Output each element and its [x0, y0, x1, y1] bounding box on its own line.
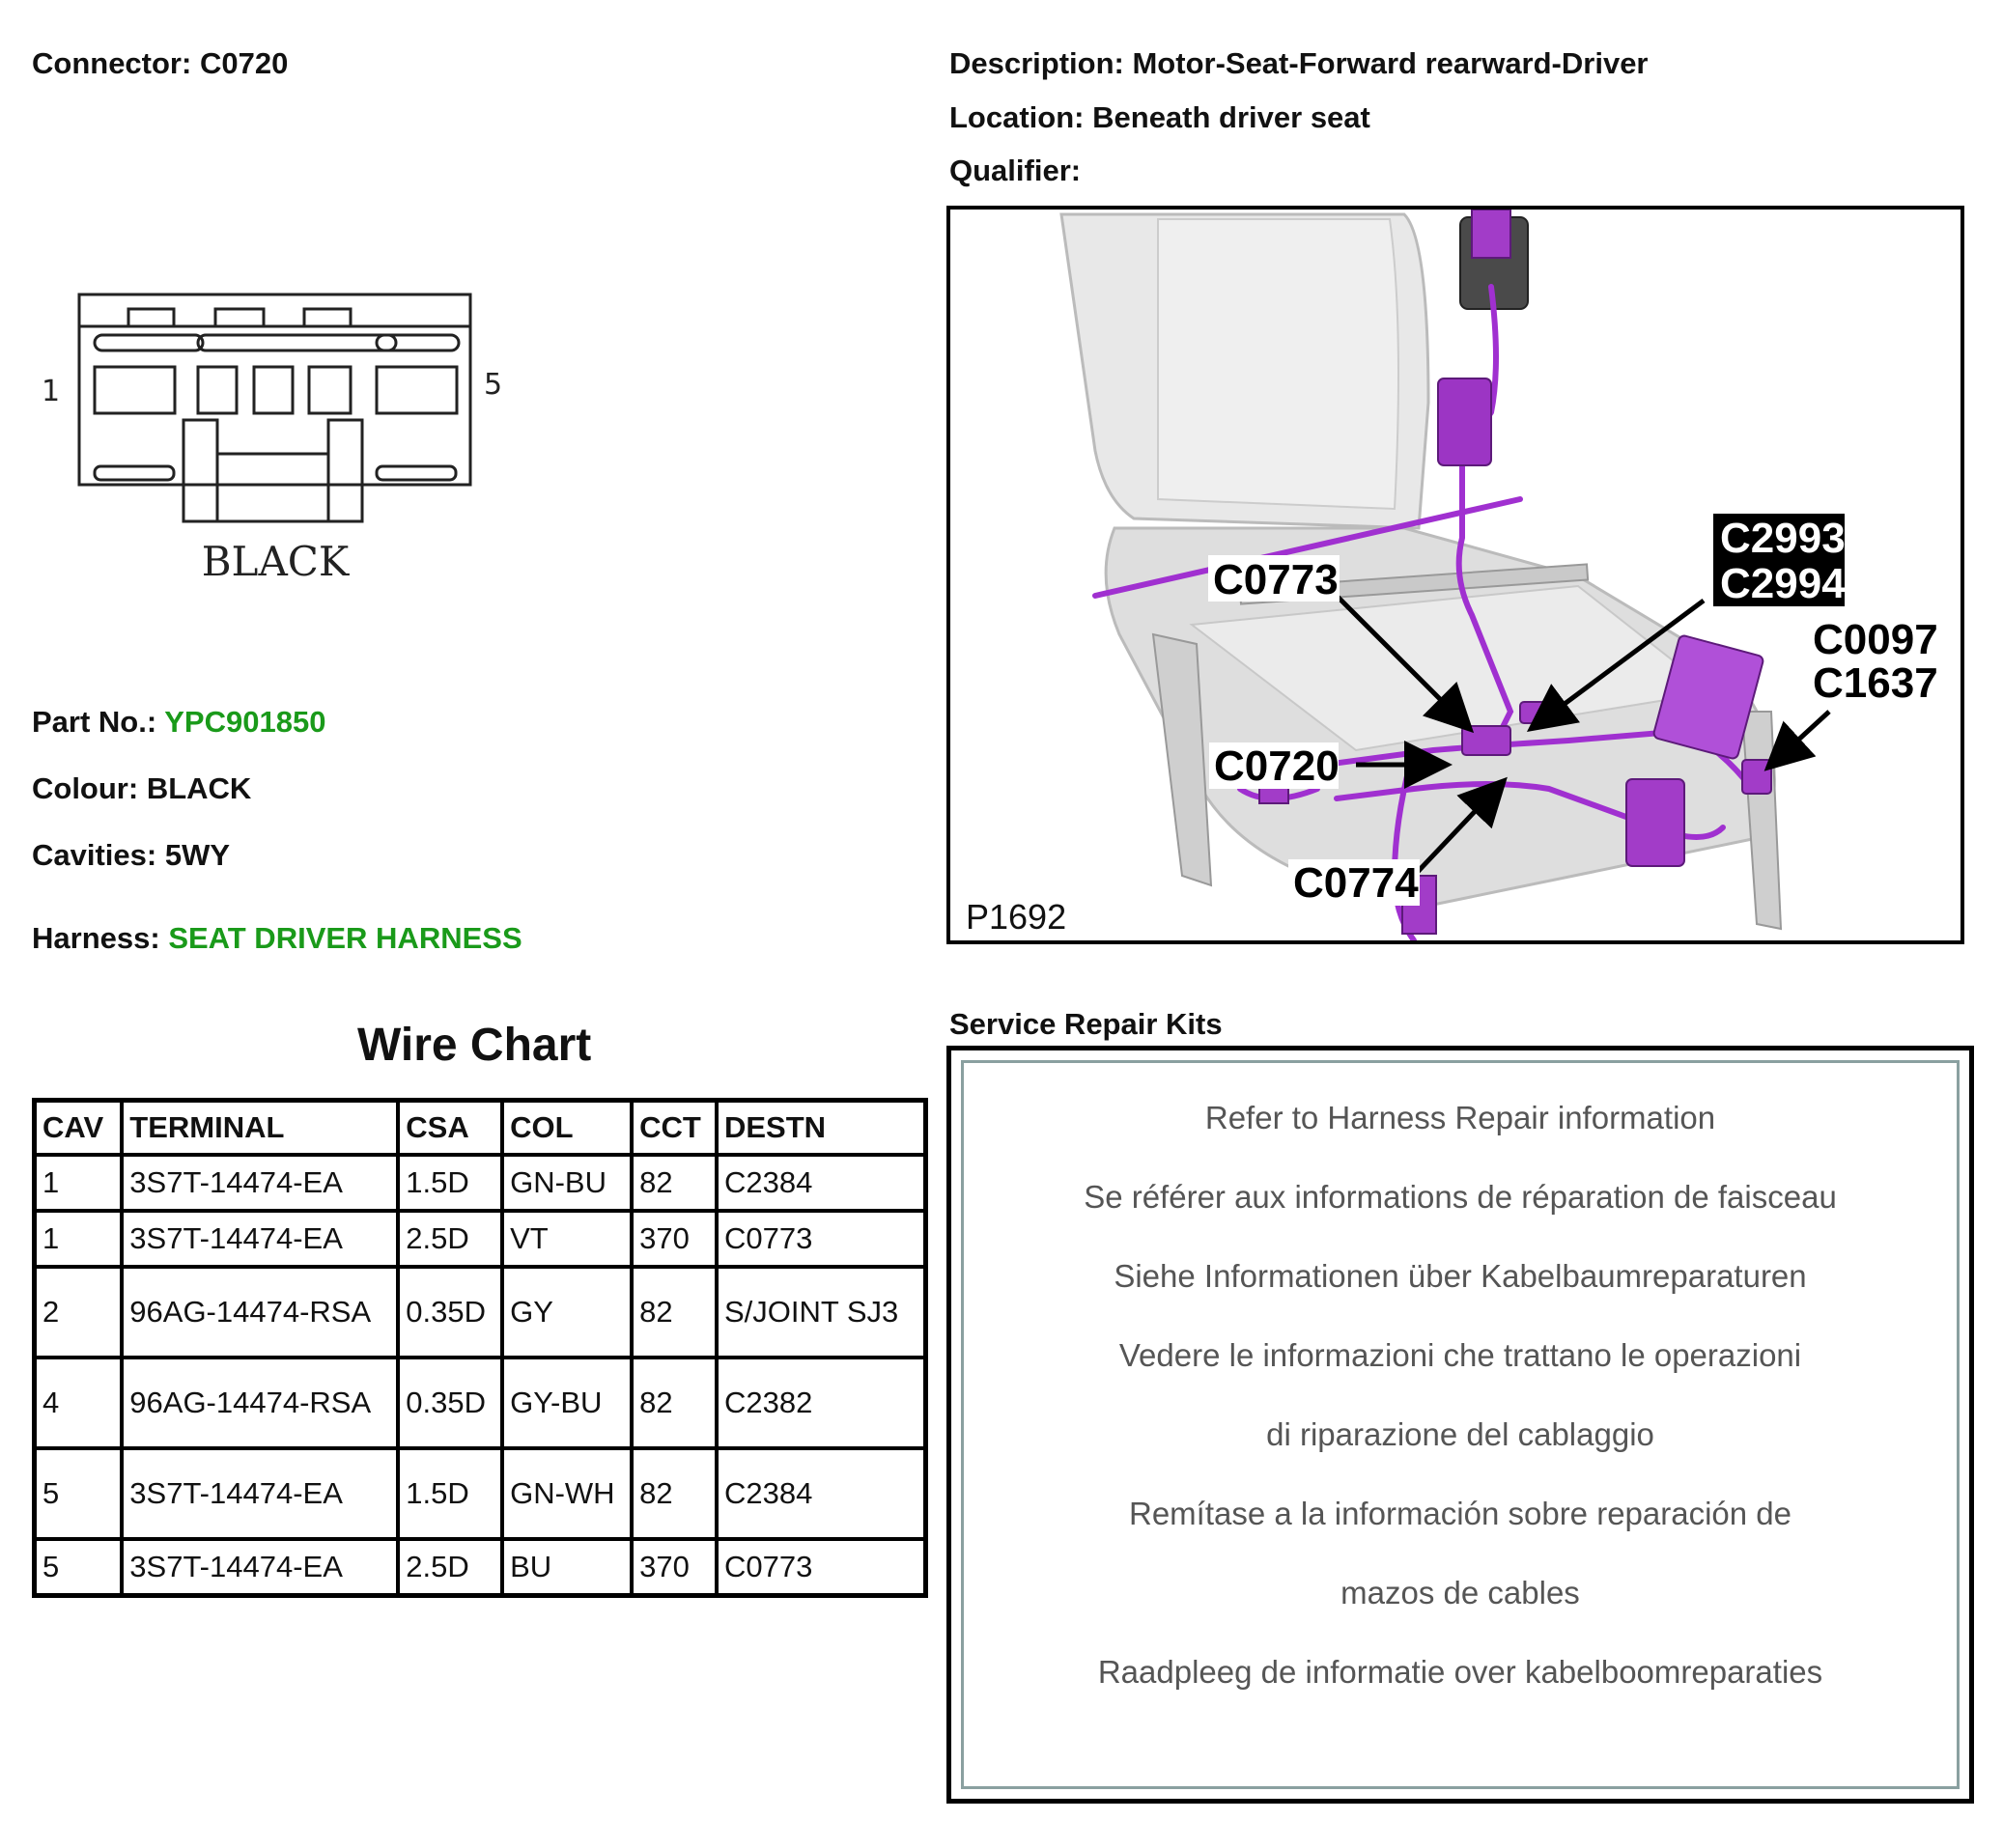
description-label: Description: — [949, 46, 1124, 80]
cell-terminal: 3S7T-14474-EA — [122, 1211, 398, 1267]
c0097-connector — [1626, 779, 1684, 866]
cell-cav: 1 — [35, 1155, 123, 1211]
repair-info-line: Remítase a la información sobre reparación de — [1128, 1496, 1792, 1531]
repair-kits-inner — [961, 1060, 1960, 1789]
col-header-cav: CAV — [35, 1101, 123, 1156]
cell-csa: 2.5D — [398, 1539, 502, 1596]
callout-c1637: C1637 — [1813, 659, 1938, 707]
cell-cav: 1 — [35, 1211, 123, 1267]
callout-c2994: C2994 — [1720, 560, 1846, 607]
cell-col: BU — [502, 1539, 632, 1596]
col-header-csa: CSA — [398, 1101, 502, 1156]
pin-1-label: 1 — [42, 375, 61, 408]
col-header-col: COL — [502, 1101, 632, 1156]
connector-label: Connector: — [32, 46, 192, 80]
connector-id: C0720 — [199, 46, 289, 80]
cell-terminal: 3S7T-14474-EA — [122, 1539, 398, 1596]
harness-line — [32, 921, 522, 956]
cell-cct: 370 — [632, 1211, 717, 1267]
cell-csa: 0.35D — [398, 1358, 502, 1448]
connector-face-drawing — [29, 280, 531, 599]
connector-color-label: BLACK — [201, 538, 350, 585]
repair-info-line: Raadpleeg de informatie over kabelboomreparaties — [1097, 1654, 1823, 1690]
repair-info-line: Se référer aux informations de réparation de faisceau — [1084, 1179, 1837, 1215]
cell-terminal: 96AG-14474-RSA — [122, 1358, 398, 1448]
colour-value: BLACK — [146, 771, 252, 805]
cell-col: VT — [502, 1211, 632, 1267]
cell-terminal: 3S7T-14474-EA — [122, 1155, 398, 1211]
cell-cav: 4 — [35, 1358, 123, 1448]
location-line — [949, 100, 1370, 135]
callout-c2993: C2993 — [1720, 515, 1846, 562]
part-no-label: Part No.: — [32, 705, 157, 739]
cell-cct: 370 — [632, 1539, 717, 1596]
cell-cct: 82 — [632, 1358, 717, 1448]
repair-info-line: di riparazione del cablaggio — [1266, 1416, 1654, 1452]
figure-id: P1692 — [966, 897, 1067, 937]
c1637-connector — [1742, 760, 1771, 794]
location-label: Location: — [949, 100, 1085, 134]
description-value: Motor-Seat-Forward rearward-Driver — [1132, 46, 1649, 80]
table-row — [35, 1155, 926, 1211]
part-no-line — [32, 705, 325, 740]
wire-chart-header-row — [35, 1101, 926, 1156]
wire-chart-title: Wire Chart — [357, 1020, 592, 1071]
callout-c0720: C0720 — [1214, 742, 1340, 790]
cavities-line — [32, 838, 230, 873]
part-no-link[interactable]: YPC901850 — [164, 705, 326, 739]
repair-kits-title: Service Repair Kits — [949, 1007, 1223, 1041]
cell-csa: 1.5D — [398, 1155, 502, 1211]
cell-destn: C0773 — [717, 1211, 926, 1267]
cell-col: GY-BU — [502, 1358, 632, 1448]
cell-destn: S/JOINT SJ3 — [717, 1267, 926, 1358]
pin-5-label: 5 — [484, 368, 503, 402]
callout-c0097: C0097 — [1813, 616, 1938, 663]
cell-cav: 5 — [35, 1448, 123, 1539]
repair-info-line: Refer to Harness Repair information — [1204, 1100, 1716, 1135]
cavities-value: 5WY — [164, 838, 231, 872]
col-header-destn: DESTN — [717, 1101, 926, 1156]
location-value: Beneath driver seat — [1092, 100, 1370, 134]
cell-destn: C2384 — [717, 1155, 926, 1211]
cell-col: GY — [502, 1267, 632, 1358]
cell-csa: 1.5D — [398, 1448, 502, 1539]
table-row — [35, 1211, 926, 1267]
col-header-terminal: TERMINAL — [122, 1101, 398, 1156]
cell-col: GN-WH — [502, 1448, 632, 1539]
cell-destn: C2382 — [717, 1358, 926, 1448]
arrow-c0097 — [1771, 712, 1829, 765]
cell-csa: 2.5D — [398, 1211, 502, 1267]
seat-location-diagram — [946, 206, 1964, 944]
qualifier-line — [949, 154, 1081, 188]
connector-heading — [32, 46, 288, 81]
repair-info-line: Vedere le informazioni che trattano le operazioni — [1118, 1337, 1802, 1373]
repair-info-line: Siehe Informationen über Kabelbaumreparaturen — [1114, 1258, 1807, 1294]
callout-c0773: C0773 — [1213, 556, 1339, 603]
cell-terminal: 96AG-14474-RSA — [122, 1267, 398, 1358]
cavities-label: Cavities: — [32, 838, 157, 872]
cell-cct: 82 — [632, 1448, 717, 1539]
cell-cct: 82 — [632, 1267, 717, 1358]
cell-destn: C2384 — [717, 1448, 926, 1539]
table-row — [35, 1358, 926, 1448]
repair-info-line: mazos de cables — [1340, 1575, 1580, 1610]
col-header-cct: CCT — [632, 1101, 717, 1156]
wire-chart-table — [32, 1098, 928, 1598]
cell-destn: C0773 — [717, 1539, 926, 1596]
seat-motor — [1438, 378, 1491, 465]
harness-link[interactable]: SEAT DRIVER HARNESS — [168, 921, 522, 955]
seat-illustration — [950, 210, 1961, 940]
cell-cav: 5 — [35, 1539, 123, 1596]
qualifier-label: Qualifier: — [949, 154, 1082, 187]
description-line — [949, 46, 1649, 81]
repair-kits-panel — [946, 1046, 1974, 1804]
cell-cct: 82 — [632, 1155, 717, 1211]
harness-label: Harness: — [32, 921, 160, 955]
callout-c0774: C0774 — [1293, 859, 1419, 907]
colour-line — [32, 771, 251, 806]
cell-cav: 2 — [35, 1267, 123, 1358]
cell-csa: 0.35D — [398, 1267, 502, 1358]
table-row — [35, 1448, 926, 1539]
table-row — [35, 1539, 926, 1596]
c0720-connector — [1462, 726, 1510, 755]
cell-col: GN-BU — [502, 1155, 632, 1211]
cell-terminal: 3S7T-14474-EA — [122, 1448, 398, 1539]
table-row — [35, 1267, 926, 1358]
colour-label: Colour: — [32, 771, 139, 805]
